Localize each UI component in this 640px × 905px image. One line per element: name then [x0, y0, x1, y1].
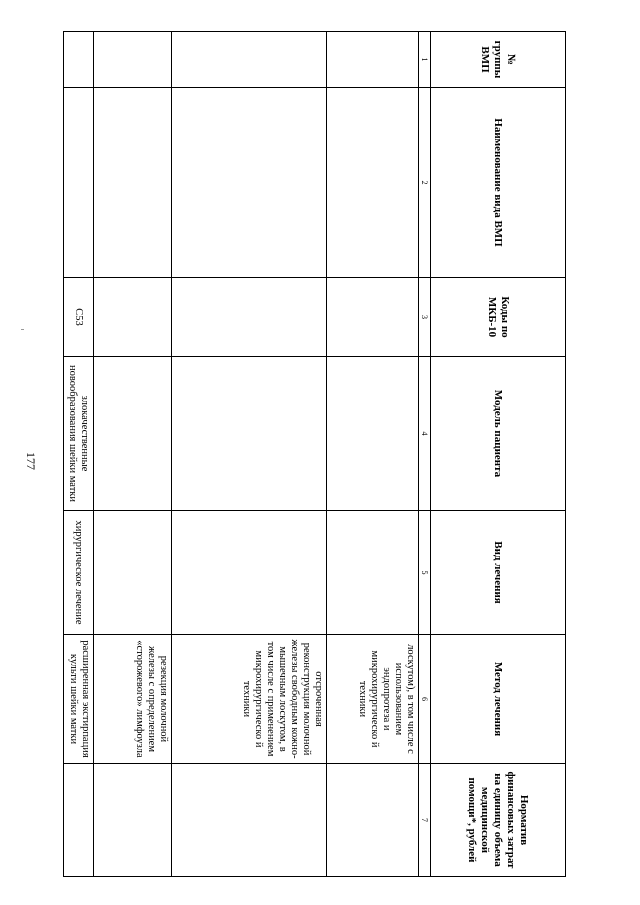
cell-treatment-type: хирургическое лечение	[64, 511, 94, 635]
column-number: 3	[419, 278, 431, 357]
cell-vmp-name	[172, 88, 327, 278]
cell-group-number	[94, 32, 172, 88]
column-number: 6	[419, 635, 431, 764]
cell-patient-model	[172, 357, 327, 511]
column-number-row	[419, 32, 431, 877]
column-number: 1	[419, 32, 431, 88]
column-number: 5	[419, 511, 431, 635]
cell-treatment-method: лоскутом), в том числе с использованием эндопротеза и микрохирургическо й техники	[327, 635, 419, 764]
cell-treatment-method: резекция молочной железы с определением «сторожевого» лимфоузла	[94, 635, 172, 764]
header-row	[431, 32, 566, 877]
scan-artifact	[21, 329, 24, 330]
cell-group-number	[64, 32, 94, 88]
cell-patient-model: злокачественные новообразования шейки матки	[64, 357, 94, 511]
column-number: 7	[419, 764, 431, 877]
cell-icd-code: C53	[64, 278, 94, 357]
vmp-table	[63, 31, 566, 877]
cell-group-number	[172, 32, 327, 88]
cell-treatment-method: расширенная экстирпация культи шейки матки	[64, 635, 94, 764]
cell-icd-code	[172, 278, 327, 357]
cell-icd-code	[327, 278, 419, 357]
cell-vmp-name	[94, 88, 172, 278]
cell-group-number	[327, 32, 419, 88]
cell-icd-code	[94, 278, 172, 357]
table-row	[172, 32, 327, 877]
header-treatment-method: Метод лечения	[431, 635, 566, 764]
cell-treatment-type	[94, 511, 172, 635]
cell-treatment-type	[172, 511, 327, 635]
cell-vmp-name	[327, 88, 419, 278]
rotated-table-container	[64, 31, 566, 876]
column-number: 4	[419, 357, 431, 511]
header-icd-codes: Коды по МКБ-10	[431, 278, 566, 357]
page-number: 177	[24, 452, 38, 470]
cell-cost	[94, 764, 172, 877]
cell-cost	[327, 764, 419, 877]
table-row	[94, 32, 172, 877]
table-row	[327, 32, 419, 877]
header-cost-standard: Норматив финансовых затрат на единицу объема медицинской помощи*, рублей	[431, 764, 566, 877]
column-number: 2	[419, 88, 431, 278]
header-vmp-name: Наименование вида ВМП	[431, 88, 566, 278]
header-group-number: № группы ВМП	[431, 32, 566, 88]
cell-treatment-type	[327, 511, 419, 635]
header-treatment-type: Вид лечения	[431, 511, 566, 635]
cell-cost	[64, 764, 94, 877]
header-patient-model: Модель пациента	[431, 357, 566, 511]
table-row	[64, 32, 94, 877]
cell-patient-model	[94, 357, 172, 511]
cell-treatment-method: отсроченная реконструкция молочной железы свободным кожно-мышечным лоскутом, в том числе с применением микрохирургическо й техники	[172, 635, 327, 764]
cell-vmp-name	[64, 88, 94, 278]
cell-cost	[172, 764, 327, 877]
cell-patient-model	[327, 357, 419, 511]
